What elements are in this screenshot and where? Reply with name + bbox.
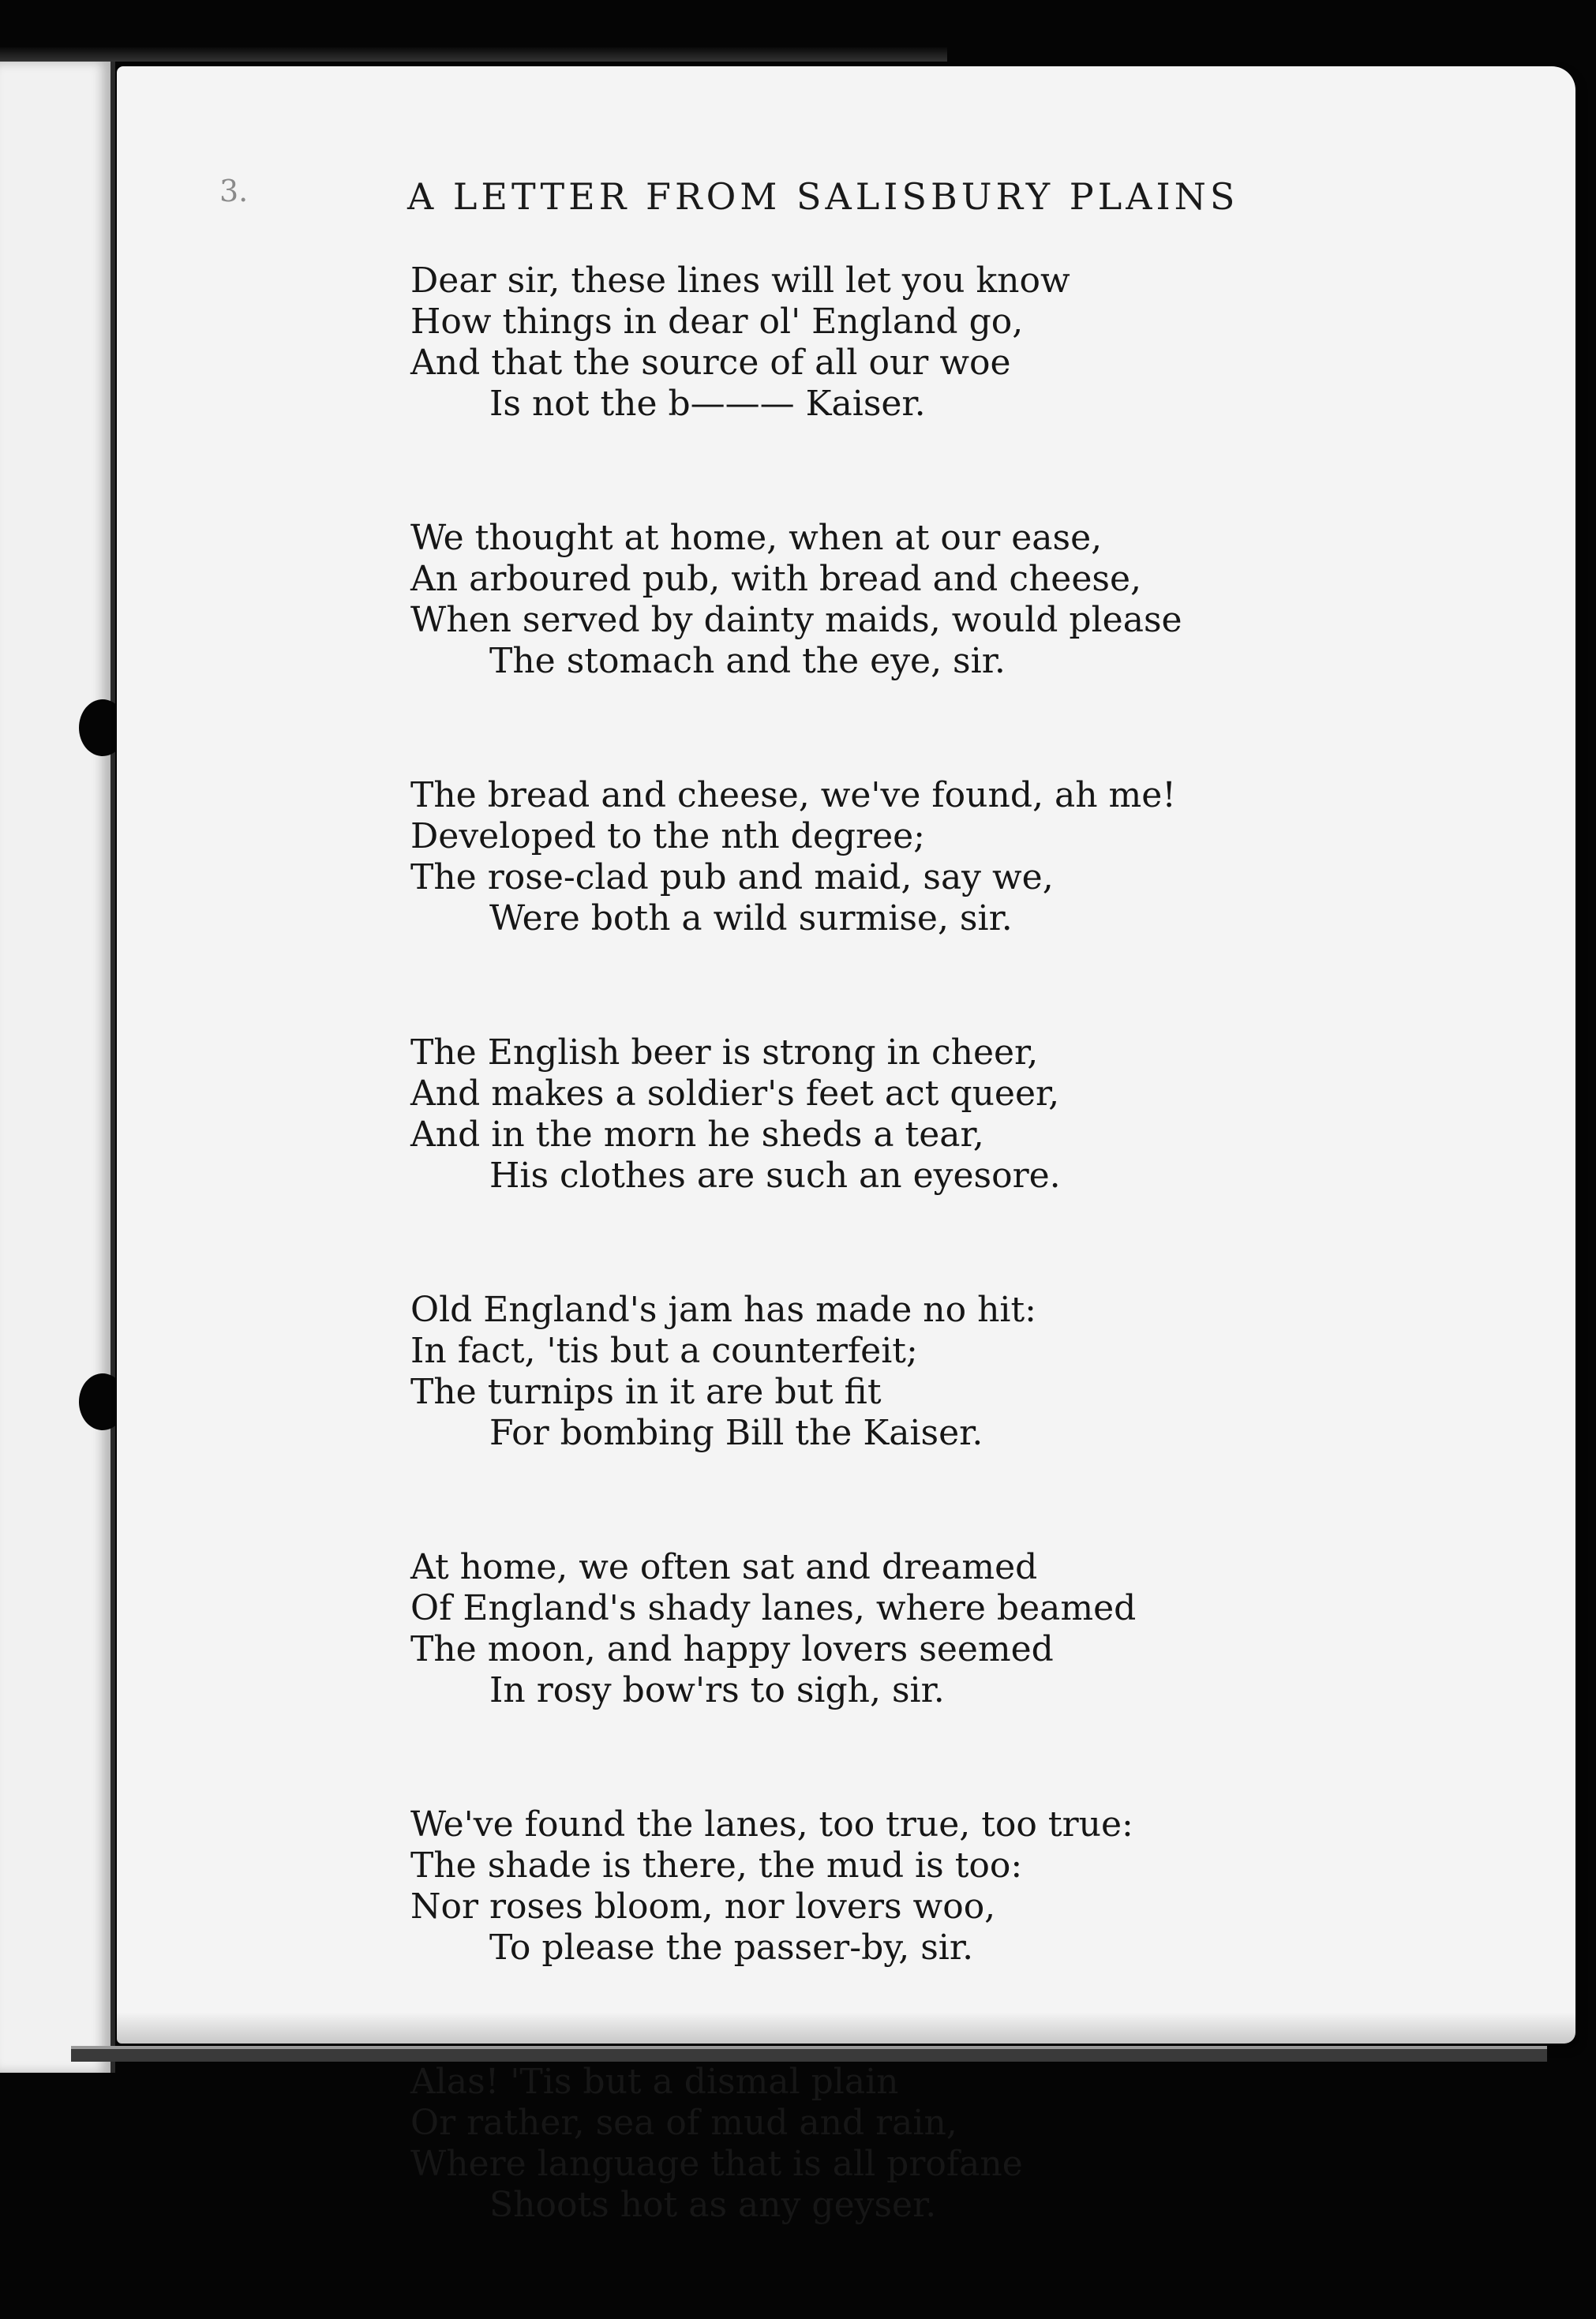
stanza bbox=[410, 260, 1279, 425]
poem-line: The moon, and happy lovers seemed bbox=[410, 1629, 1054, 1669]
poem-body bbox=[410, 260, 1279, 2319]
poem-line: When served by dainty maids, would please bbox=[410, 600, 1182, 640]
poem-line: Dear sir, these lines will let you know bbox=[410, 260, 1070, 301]
poem-line: We thought at home, when at our ease, bbox=[410, 518, 1103, 558]
poem-line: The shade is there, the mud is too: bbox=[410, 1845, 1023, 1886]
poem-line-refrain: His clothes are such an eyesore. bbox=[489, 1156, 1061, 1196]
poem-line: In fact, 'tis but a counterfeit; bbox=[410, 1331, 918, 1371]
stanza bbox=[410, 2062, 1279, 2226]
poem-line: The turnips in it are but fit bbox=[410, 1372, 882, 1412]
poem-line-refrain: In rosy bow'rs to sigh, sir. bbox=[489, 1670, 945, 1710]
poem-line-refrain: To please the passer-by, sir. bbox=[489, 1928, 974, 1968]
poem-line: We've found the lanes, too true, too true: bbox=[410, 1804, 1133, 1845]
stanza bbox=[410, 518, 1279, 682]
poem-line: Where language that is all profane bbox=[410, 2144, 1023, 2184]
poem-line: Old England's jam has made no hit: bbox=[410, 1290, 1036, 1330]
poem-line-refrain: Were both a wild surmise, sir. bbox=[489, 898, 1013, 938]
poem-line: And that the source of all our woe bbox=[410, 343, 1011, 383]
poem-line-refrain: For bombing Bill the Kaiser. bbox=[489, 1413, 983, 1453]
poem-line: How things in dear ol' England go, bbox=[410, 302, 1024, 342]
poem-line: Alas! 'Tis but a dismal plain bbox=[410, 2062, 899, 2102]
poem-line: And makes a soldier's feet act queer, bbox=[410, 1073, 1060, 1114]
poem-line-refrain: Is not the b——— Kaiser. bbox=[489, 384, 926, 424]
poem-line: And in the morn he sheds a tear, bbox=[410, 1115, 984, 1155]
poem-line: Of England's shady lanes, where beamed bbox=[410, 1588, 1137, 1628]
stanza bbox=[410, 1804, 1279, 1969]
poem-line: The English beer is strong in cheer, bbox=[410, 1032, 1039, 1073]
previous-page-edge bbox=[0, 62, 115, 2073]
page-number: 3. bbox=[219, 174, 249, 208]
poem-line: Nor roses bloom, nor lovers woo, bbox=[410, 1886, 996, 1927]
stanza bbox=[410, 1290, 1279, 1454]
poem-line-refrain: The stomach and the eye, sir. bbox=[489, 641, 1006, 681]
stanza bbox=[410, 1547, 1279, 1711]
poem-line: At home, we often sat and dreamed bbox=[410, 1547, 1038, 1587]
poem-line: Developed to the nth degree; bbox=[410, 816, 925, 856]
poem-line: The rose-clad pub and maid, say we, bbox=[410, 857, 1054, 897]
poem-line: The bread and cheese, we've found, ah me! bbox=[410, 775, 1176, 815]
poem-line-refrain: Shoots hot as any geyser. bbox=[489, 2185, 937, 2225]
poem-title: A LETTER FROM SALISBURY PLAINS bbox=[407, 175, 1239, 218]
stanza bbox=[410, 1032, 1279, 1197]
scan-top-shadow bbox=[0, 47, 947, 62]
poem-line: Or rather, sea of mud and rain, bbox=[410, 2103, 957, 2143]
poem-line: An arboured pub, with bread and cheese, bbox=[410, 559, 1141, 599]
stanza bbox=[410, 775, 1279, 939]
